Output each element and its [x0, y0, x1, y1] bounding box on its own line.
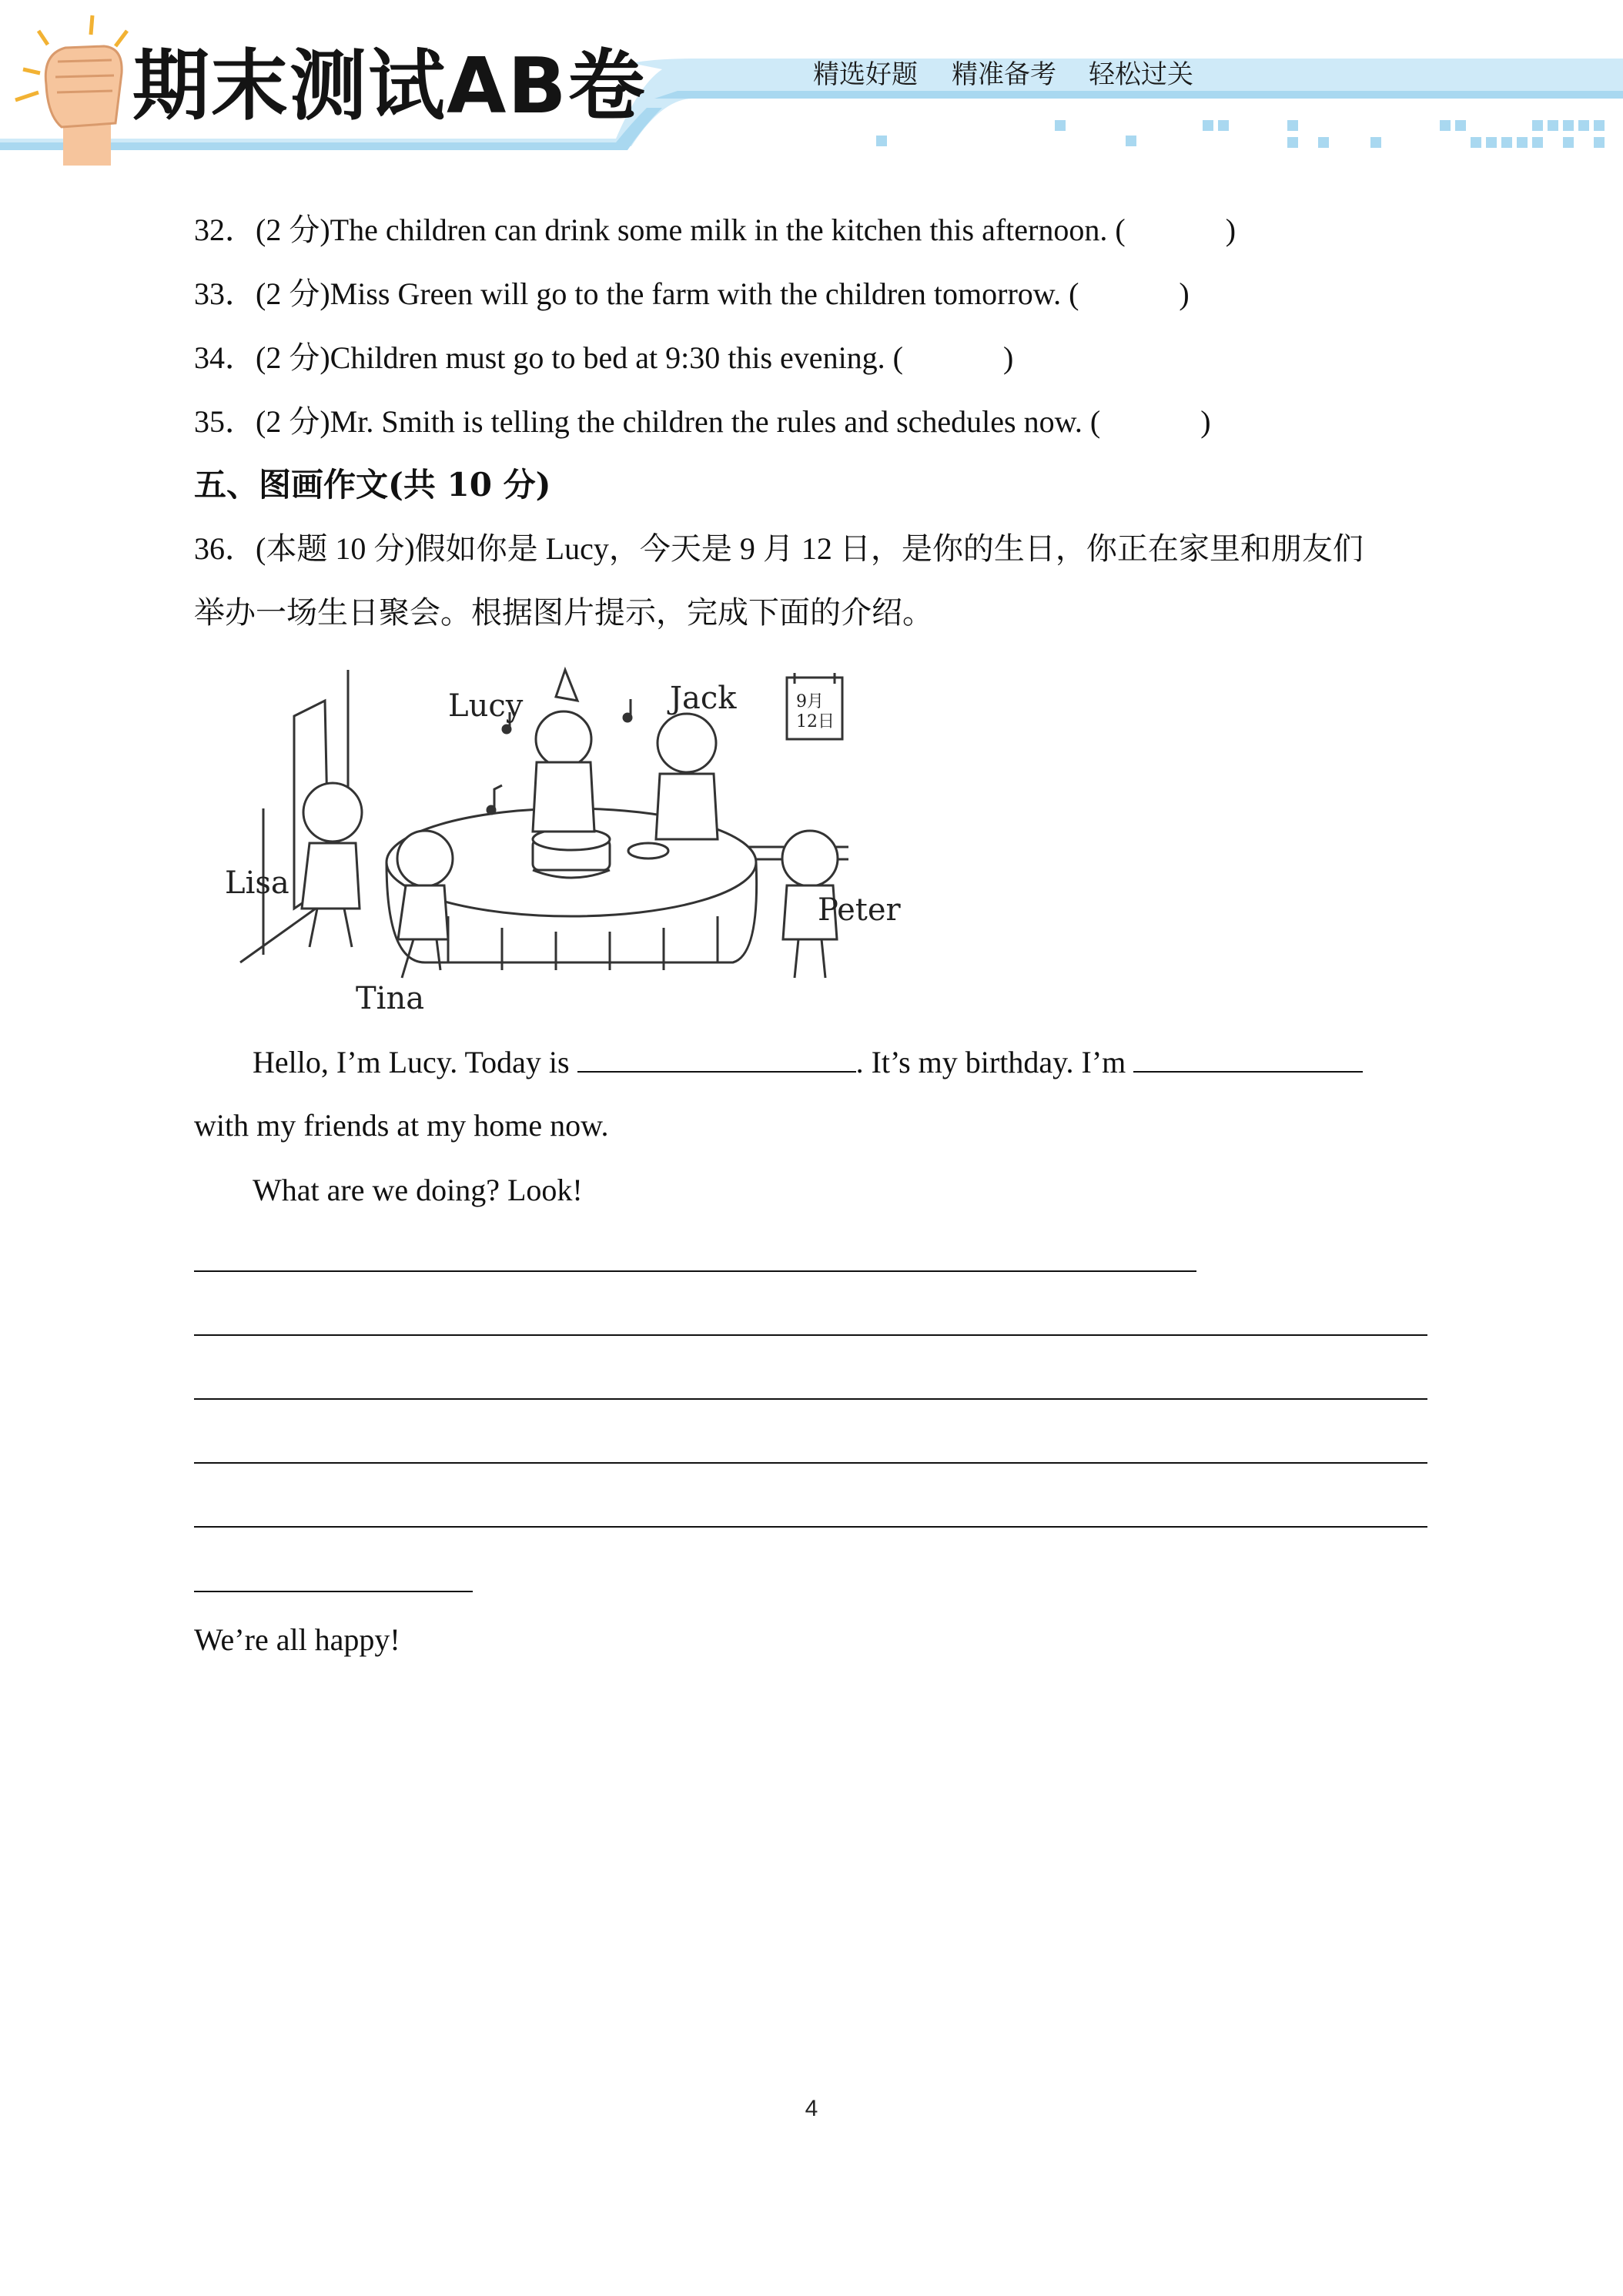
- label-lucy: Lucy: [448, 688, 524, 724]
- slogan-3: 轻松过关: [1089, 59, 1193, 90]
- question-35: 35．(2 分)Mr. Smith is telling the children the rules and schedules now. ( ): [194, 404, 1211, 439]
- calendar-day: 12日: [796, 712, 835, 731]
- page-header: [0, 0, 1623, 166]
- writing-line-6[interactable]: [194, 1591, 473, 1592]
- essay-closing: We’re all happy!: [194, 1622, 400, 1657]
- writing-line-4[interactable]: [194, 1462, 1427, 1464]
- writing-line-3[interactable]: [194, 1398, 1427, 1400]
- page-number: 4: [805, 2096, 818, 2121]
- label-peter: Peter: [818, 892, 901, 928]
- question-34: 34．(2 分)Children must go to bed at 9:30 this evening. ( ): [194, 340, 1014, 375]
- essay-paragraph-2: What are we doing? Look!: [253, 1173, 583, 1207]
- label-tina: Tina: [356, 981, 425, 1016]
- q36-prompt-line1: 36．(本题 10 分)假如你是 Lucy，今天是 9 月 12 日，是你的生日，你正在家里和朋友们: [194, 531, 1364, 566]
- slogan-2: 精准备考: [952, 59, 1056, 90]
- illustration-drawing: [194, 654, 933, 1024]
- essay-paragraph-1: Hello, I’m Lucy. Today is . It’s my birthday. I’m: [253, 1044, 1363, 1081]
- brand-title: 期末测试AB卷: [132, 41, 647, 131]
- slogan-1: 精选好题: [813, 59, 918, 90]
- activity-blank[interactable]: [1133, 1045, 1363, 1073]
- essay-paragraph-1-cont: with my friends at my home now.: [194, 1108, 609, 1143]
- date-blank[interactable]: [577, 1045, 856, 1073]
- q36-prompt-line2: 举办一场生日聚会。根据图片提示，完成下面的介绍。: [194, 595, 933, 630]
- question-32: 32．(2 分)The children can drink some milk in the kitchen this afternoon. ( ): [194, 213, 1236, 247]
- writing-line-2[interactable]: [194, 1334, 1427, 1336]
- label-lisa: Lisa: [225, 865, 289, 901]
- calendar-month: 9月: [796, 692, 824, 711]
- writing-line-1[interactable]: [194, 1270, 1196, 1272]
- writing-line-5[interactable]: [194, 1526, 1427, 1528]
- label-jack: Jack: [670, 681, 737, 716]
- question-33: 33．(2 分)Miss Green will go to the farm with the children tomorrow. ( ): [194, 276, 1190, 311]
- decorative-squares: [876, 120, 1605, 148]
- birthday-party-illustration: [194, 654, 933, 1024]
- section-heading: 五、图画作文(共 10 分): [194, 466, 551, 504]
